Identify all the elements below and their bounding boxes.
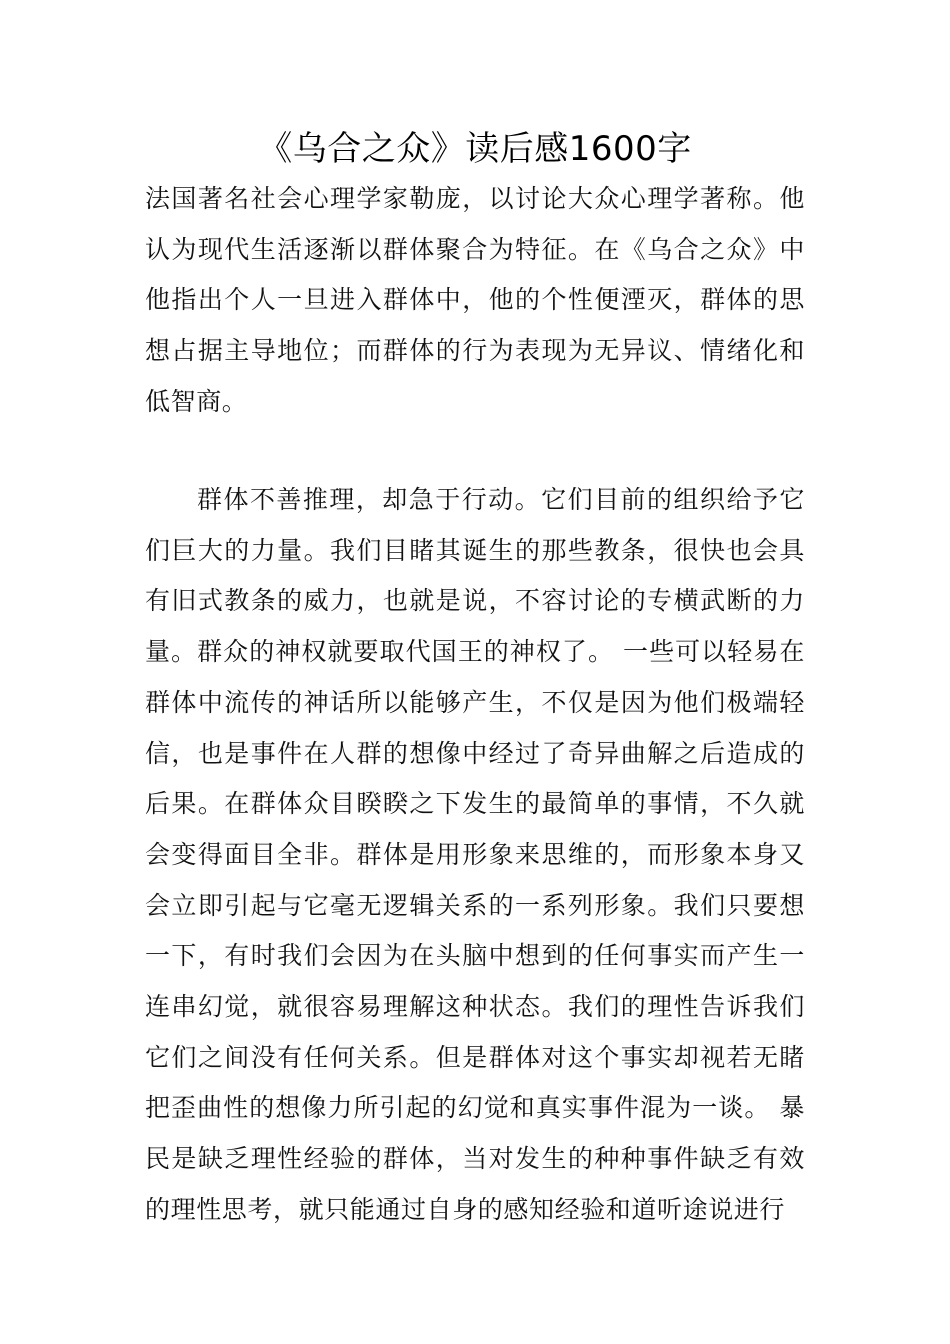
paragraph-intro: 法国著名社会心理学家勒庞，以讨论大众心理学著称。他认为现代生活逐渐以群体聚合为特征。在《乌合之众》中他指出个人一旦进入群体中，他的个性便湮灭，群体的思想占据主导地位；而群体的行为表现为无异议、情绪化和低智商。 (145, 184, 805, 416)
document-title: 《乌合之众》读后感1600字 (258, 129, 692, 169)
paragraph-crowd-reasoning: 群体不善推理，却急于行动。它们目前的组织给予它们巨大的力量。我们目睹其诞生的那些教条，很快也会具有旧式教条的威力，也就是说，不容讨论的专横武断的力量。群众的神权就要取代国王的神权了。 一些可以轻易在群体中流传的神话所以能够产生，不仅是因为他们极端轻信，也是事件在人群的想像中经过了奇异曲解之后造成的后果。在群体众目睽睽之下发生的最简单的事情，不久就会变得面目全非。群体是用形象来思维的，而形象本身又会立即引起与它毫无逻辑关系的一系列形象。我们只要想一下，有时我们会因为在头脑中想到的任何事实而产生一连串幻觉，就很容易理解这种状态。我们的理性告诉我们它们之间没有任何关系。但是群体对这个事实却视若无睹把歪曲性的想像力所引起的幻觉和真实事件混为一谈。 暴民是缺乏理性经验的群体，当对发生的种种事件缺乏有效的理性思考，就只能通过自身的感知经验和道听途说进行 (145, 485, 805, 1224)
